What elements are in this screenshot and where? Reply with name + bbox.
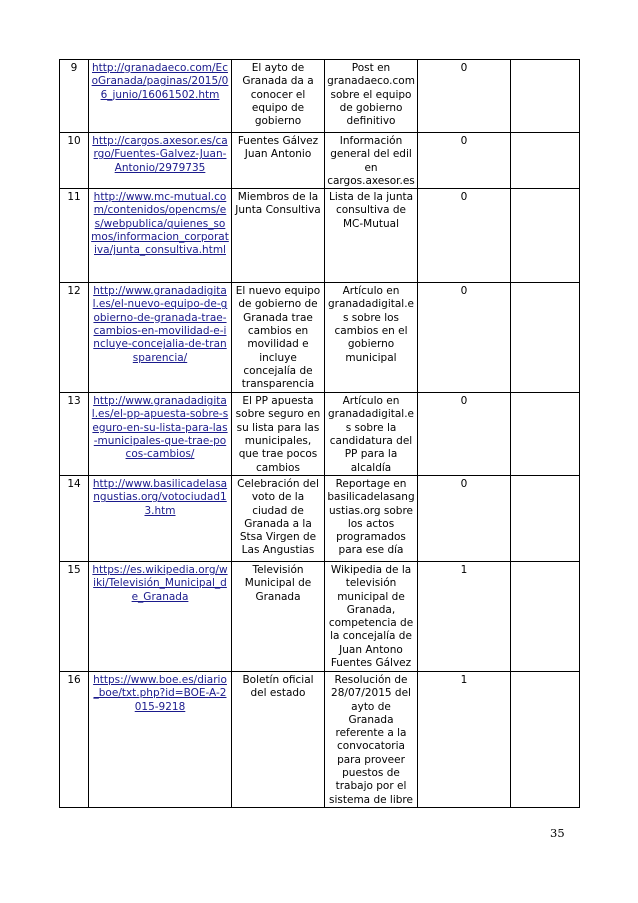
value-cell-text: 0	[460, 477, 468, 490]
url-cell	[89, 189, 232, 283]
url-link[interactable]: https://www.boe.es/diario_boe/txt.php?id=BOE-A-2015-9218	[93, 673, 227, 713]
table-row	[60, 671, 580, 807]
title-cell-text: Celebración del voto de la ciudad de Granada a la Stsa Virgen de Las Angustias	[237, 477, 319, 557]
row-number	[60, 60, 89, 133]
description-cell-text: Reportage en basilicadelasangustias.org sobre los actos programados para ese día	[327, 477, 415, 557]
empty-cell	[511, 561, 580, 671]
description-cell	[325, 561, 418, 671]
description-cell	[325, 475, 418, 561]
row-number-text: 9	[70, 62, 78, 74]
description-cell	[325, 60, 418, 133]
description-cell-text: Post en granadaeco.com sobre el equipo de gobierno definitivo	[327, 62, 415, 128]
page-number: 35	[550, 826, 565, 840]
table-row	[60, 561, 580, 671]
table-row	[60, 60, 580, 133]
table-body	[60, 60, 580, 808]
value-cell-text: 0	[460, 395, 468, 408]
empty-cell	[511, 189, 580, 283]
title-cell	[232, 475, 325, 561]
url-cell	[89, 671, 232, 807]
row-number-text: 12	[67, 285, 81, 298]
title-cell	[232, 561, 325, 671]
empty-cell	[511, 283, 580, 393]
row-number-text: 14	[67, 477, 81, 490]
value-cell	[418, 60, 511, 133]
title-cell-text: El PP apuesta sobre seguro en su lista para las municipales, que trae pocos cambios	[235, 395, 321, 474]
url-link[interactable]: http://www.mc-mutual.com/contenidos/opencms/es/webpublica/quienes_somos/informacion_corporativa/junta_consultiva.html	[91, 191, 229, 257]
url-link[interactable]: https://es.wikipedia.org/wiki/Televisión_Municipal_de_Granada	[92, 563, 228, 603]
empty-cell	[511, 393, 580, 476]
url-cell	[89, 60, 232, 133]
table-row	[60, 133, 580, 189]
value-cell	[418, 561, 511, 671]
description-cell	[325, 393, 418, 476]
description-cell	[325, 189, 418, 283]
description-cell-text: Wikipedia de la televisión municipal de Granada, competencia de la concejalía de Juan Antono Fuentes Gálvez	[328, 563, 414, 670]
description-cell	[325, 133, 418, 189]
empty-cell	[511, 475, 580, 561]
table-row	[60, 393, 580, 476]
description-cell	[325, 283, 418, 393]
sources-table	[59, 59, 580, 808]
title-cell-text: Boletín oficial del estado	[242, 673, 314, 700]
url-cell	[89, 475, 232, 561]
description-cell-text: Lista de la junta consultiva de MC-Mutual	[328, 191, 414, 230]
row-number-text: 11	[67, 191, 81, 204]
value-cell-text: 1	[460, 563, 468, 576]
url-link[interactable]: http://www.granadadigital.es/el-nuevo-equipo-de-gobierno-de-granada-trae-cambios-en-movilidad-e-incluye-concejalia-de-transparencia/	[92, 285, 228, 364]
description-cell	[325, 671, 418, 807]
url-cell	[89, 283, 232, 393]
empty-cell	[511, 133, 580, 189]
title-cell	[232, 283, 325, 393]
title-cell	[232, 393, 325, 476]
value-cell-text: 0	[460, 135, 468, 147]
description-cell-text: Artículo en granadadigital.es sobre la candidatura del PP para la alcaldía	[327, 395, 415, 474]
row-number-text: 13	[67, 395, 81, 408]
row-number	[60, 671, 89, 807]
url-link[interactable]: http://granadaeco.com/EcoGranada/paginas/2015/06_junio/16061502.htm	[91, 62, 229, 101]
row-number	[60, 133, 89, 189]
title-cell	[232, 133, 325, 189]
row-number	[60, 561, 89, 671]
url-link[interactable]: http://www.basilicadelasangustias.org/votociudad13.htm	[92, 477, 228, 517]
table-row	[60, 475, 580, 561]
description-cell-text: Información general del edil en cargos.axesor.es	[327, 135, 415, 187]
value-cell-text: 0	[460, 191, 468, 204]
value-cell	[418, 133, 511, 189]
url-cell	[89, 133, 232, 189]
description-cell-text: Artículo en granadadigital.es sobre los cambios en el gobierno municipal	[327, 285, 415, 364]
empty-cell	[511, 60, 580, 133]
title-cell	[232, 189, 325, 283]
title-cell	[232, 60, 325, 133]
value-cell	[418, 475, 511, 561]
row-number	[60, 283, 89, 393]
value-cell	[418, 189, 511, 283]
value-cell-text: 0	[460, 62, 468, 74]
title-cell-text: Fuentes Gálvez Juan Antonio	[237, 135, 319, 161]
title-cell	[232, 671, 325, 807]
row-number	[60, 393, 89, 476]
row-number	[60, 189, 89, 283]
title-cell-text: El nuevo equipo de gobierno de Granada trae cambios en movilidad e incluye concejalía de transparencia	[235, 285, 321, 391]
title-cell-text: El ayto de Granada da a conocer el equipo de gobierno	[242, 62, 314, 128]
value-cell	[418, 393, 511, 476]
value-cell-text: 0	[460, 285, 468, 298]
row-number-text: 15	[67, 563, 81, 576]
title-cell-text: Miembros de la Junta Consultiva	[235, 191, 321, 217]
url-link[interactable]: http://www.granadadigital.es/el-pp-apuesta-sobre-seguro-en-su-lista-para-las-municipales-que-trae-pocos-cambios/	[91, 395, 229, 461]
value-cell-text: 1	[460, 673, 468, 686]
row-number-text: 10	[67, 135, 81, 147]
value-cell	[418, 671, 511, 807]
value-cell	[418, 283, 511, 393]
title-cell-text: Televisión Municipal de Granada	[244, 563, 312, 603]
row-number-text: 16	[67, 673, 81, 686]
description-cell-text: Resolución de 28/07/2015 del ayto de Granada referente a la convocatoria para proveer puestos de trabajo por el sistema de libre	[329, 673, 413, 806]
table-row	[60, 189, 580, 283]
row-number	[60, 475, 89, 561]
url-link[interactable]: http://cargos.axesor.es/cargo/Fuentes-Galvez-Juan-Antonio/2979735	[92, 135, 228, 174]
url-cell	[89, 393, 232, 476]
url-cell	[89, 561, 232, 671]
empty-cell	[511, 671, 580, 807]
table-row	[60, 283, 580, 393]
